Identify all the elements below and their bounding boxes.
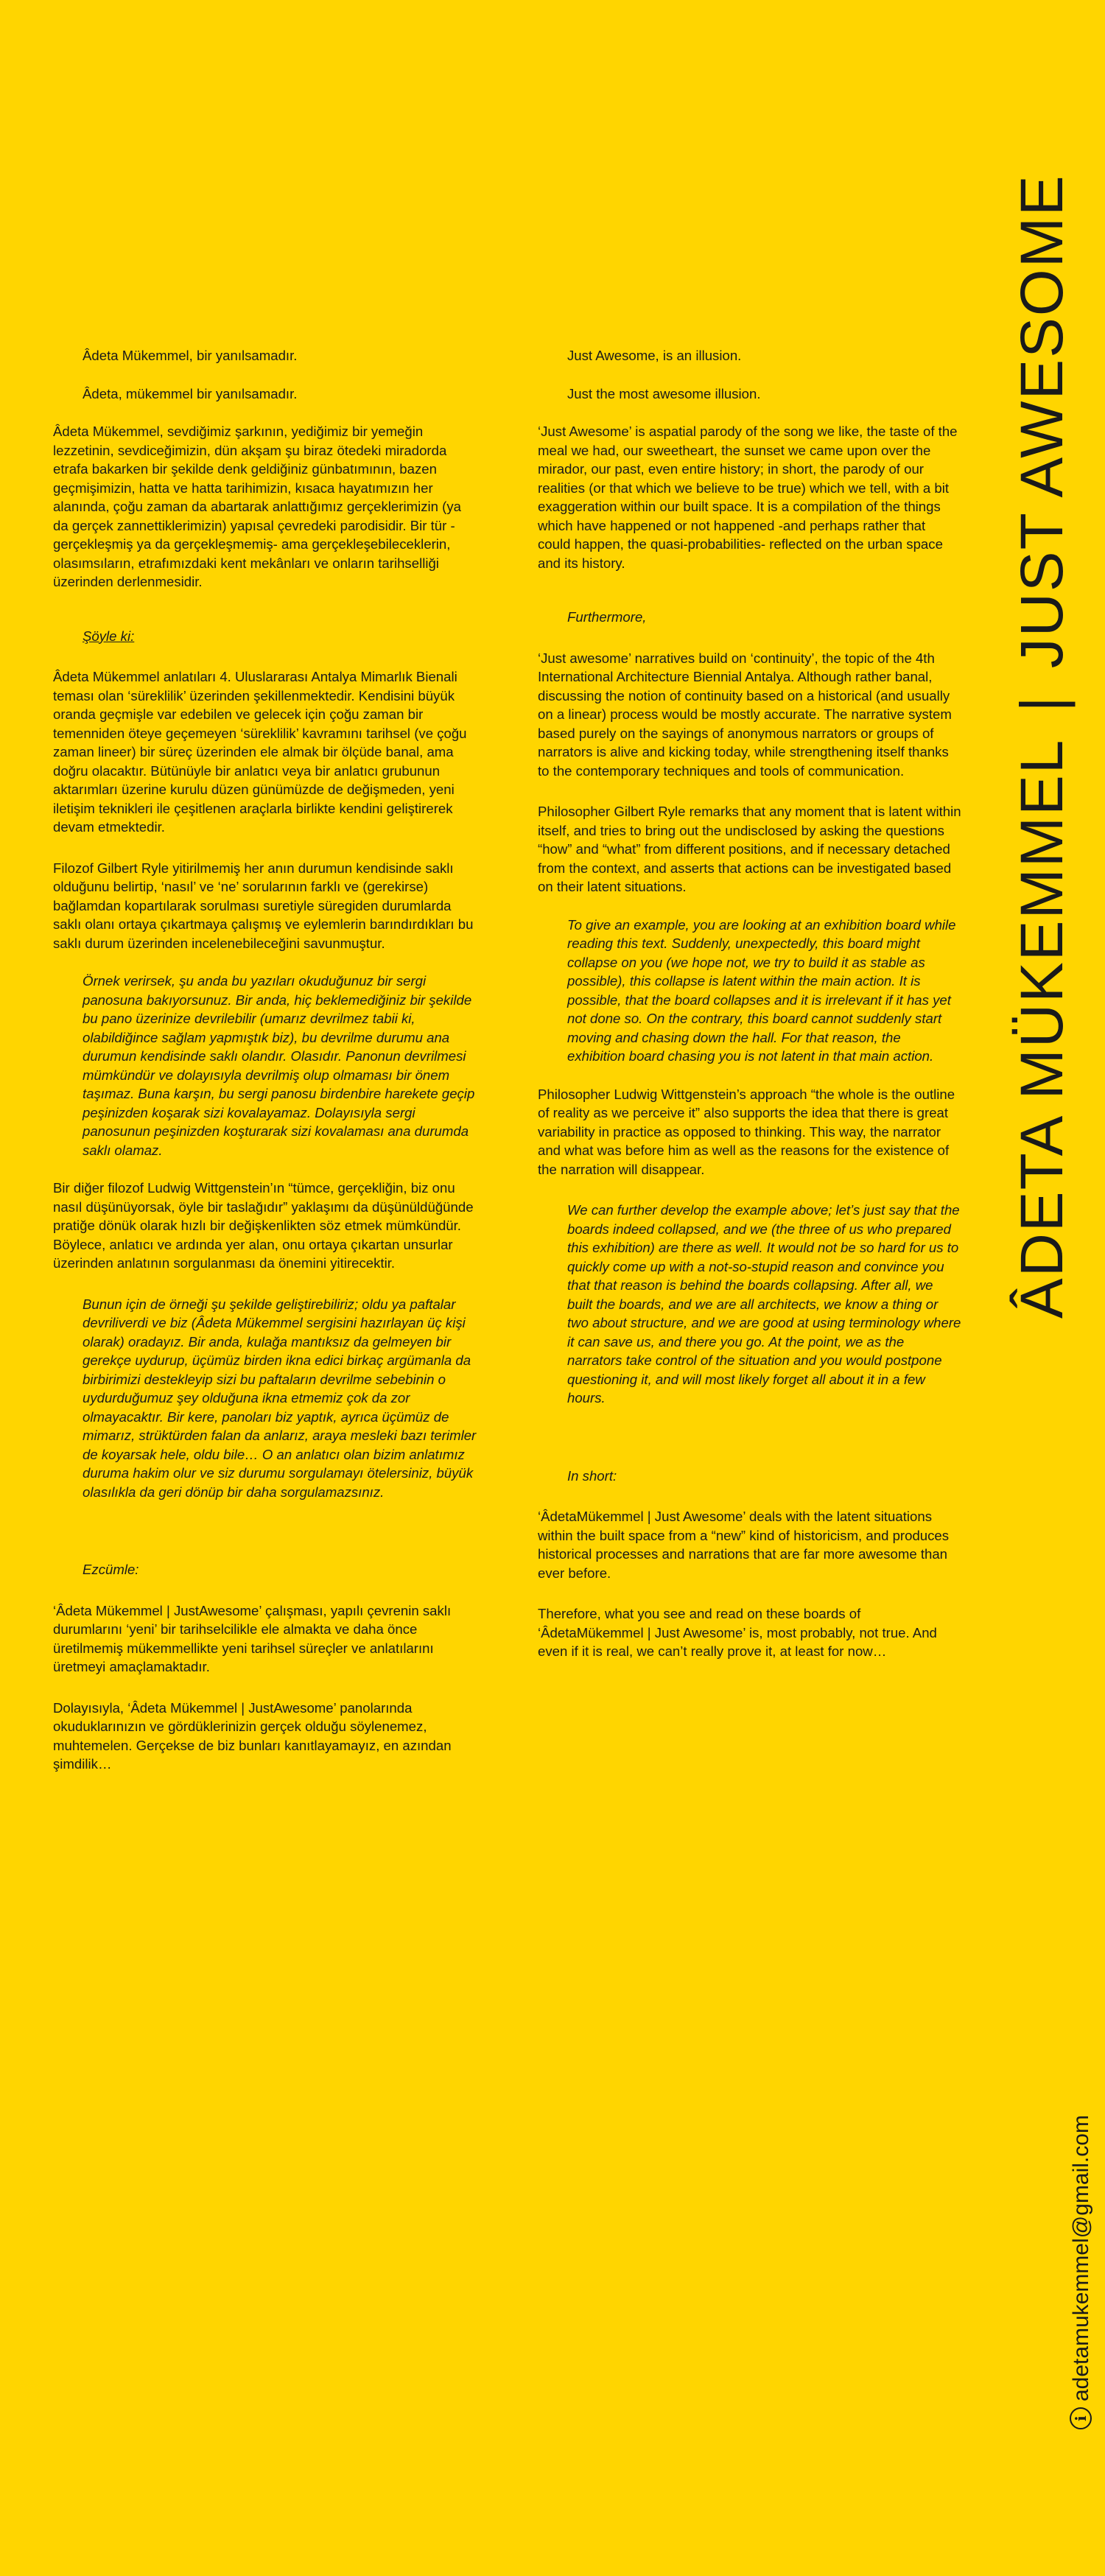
tr-heading-ezcumle: Ezcümle:	[83, 1562, 139, 1577]
title-adeta-mukemmel: ÂDETA MÜKEMMEL	[1008, 738, 1076, 1319]
tr-paragraph-3: Filozof Gilbert Ryle yitirilmemiş her anın durumun kendisinde saklı olduğunu belirtip, ‘nasıl’ ve ‘ne’ sorularının farklı ve (gerekirse) bağlamdan kopartılarak sorulması suretiyle süregiden durumlarda saklı olanı ortaya çıkartmaya çalışmış ve eylemlerin barındırdıkları bu saklı durum üzerinden incelenebileceğini savunmuştur.	[53, 860, 474, 951]
turkish-column	[53, 346, 477, 1774]
vertical-title	[1002, 66, 1083, 1319]
tr-paragraph-2: Âdeta Mükemmel anlatıları 4. Uluslararası Antalya Mimarlık Bienali teması olan ‘süreklilik’ üzerinden şekillenmektedir. Kendisini büyük oranda geçmişle var edebilen ve gelecek için çoğu zaman bir temenniden öteye geçemeyen ‘süreklilik’ kavramını tarihsel (ve çoğu zaman lineer) bir süreç üzerinden ele almak bir ölçüde banal, ama doğru olacaktır. Bütünüyle bir anlatıcı veya bir anlatıcı grubunun aktarımları üzerine kurulu düzen günümüzde de değişmeden, yeni iletişim teknikleri ile çeşitlenen araçlarla birlikte kendini geliştirerek devam etmektedir.	[53, 669, 467, 835]
tr-intro-line-2: Âdeta, mükemmel bir yanılsamadır.	[83, 385, 298, 401]
en-intro-line-1: Just Awesome, is an illusion.	[567, 348, 742, 363]
title-separator: |	[1008, 695, 1076, 712]
contact-email[interactable]: adetamukemmel@gmail.com	[1069, 2115, 1093, 2401]
tr-paragraph-4: Bir diğer filozof Ludwig Wittgenstein’ın “tümce, gerçekliğin, biz onu nasıl düşünüyorsak, öyle bir taslağıdır” yaklaşımı da düşünüldüğünde pratiğe dönük olarak hızlı bir değişkenlikten söz etmek mümkündür. Böylece, anlatıcı ve ardında yer alan, onu ortaya çıkartan unsurlar üzerinden anlatının sorgulanması da önemini yitirecektir.	[53, 1180, 474, 1271]
tr-paragraph-1: Âdeta Mükemmel, sevdiğimiz şarkının, yediğimiz bir yemeğin lezzetinin, sevdiceğimizin, dün akşam şu biraz ötedeki miradorda etrafa bakarken bir şekilde denk geldiğiniz günbatımının, bazen geçmişimizin, hatta ve hatta tarihimizin, kısaca hayatımızın her alanında, çoğu zaman da abartarak anlattığımız gerçeklerimizin (ya da gerçek zannettiklerimizin) yapısal çevredeki parodisidir. Bir tür -gerçekleşmiş ya da gerçekleşmemiş- ama gerçekleşebileceklerin, olasımsıların, etrafımızdaki kent mekânları ve onların tarihselliği üzerinden derlenmesidir.	[53, 424, 461, 589]
tr-intro-line-1: Âdeta Mükemmel, bir yanılsamadır.	[83, 348, 298, 363]
info-icon: i	[1070, 2407, 1092, 2429]
en-heading-furthermore: Furthermore,	[567, 609, 647, 625]
en-heading-in-short: In short:	[567, 1467, 617, 1484]
tr-quote-2: Bunun için de örneği şu şekilde geliştirebiliriz; oldu ya paftalar devriliverdi ve biz (Âdeta Mükemmel sergisini hazırlayan üç kişi olarak) oradayız. Bir anda, kulağa mantıksız da gelmeyen bir gerekçe uydurup, üçümüz birden ikna edici birkaç argümanla da birbirimizi destekleyip sizi bu paftaların devrilme sebebinin o uydurduğumuz şey olduğuna ikna etmemiz çok da zor olmayacaktır. Bir kere, panoları biz yaptık, ayrıca üçümüz de mimarız, strüktürden falan da anlarız, araya mesleki bazı terimler de koyarsak hele, oldu bile… O an anlatıcı olan bizim anlatımız duruma hakim olur ve siz durumu sorgulamayı ötelersiniz, büyük olasılıkla da geri dönüp bir daha sorgulamazsınız.	[83, 1296, 477, 1500]
tr-heading-soyle-ki: Şöyle ki:	[83, 628, 135, 644]
en-paragraph-4: Philosopher Ludwig Wittgenstein’s approach “the whole is the outline of reality as we perceive it” also supports the idea that there is great variability in practice as opposed to thinking. This way, the narrator and what was before him as well as the reasons for the existence of the narration will disappear.	[538, 1086, 955, 1177]
en-paragraph-6: Therefore, what you see and read on these boards of ‘ÂdetaMükemmel | Just Awesome’ is, most probably, not true. And even if it is real, we can’t really prove it, at least for now…	[538, 1606, 937, 1659]
english-column	[538, 346, 961, 1661]
title-just-awesome: JUST AWESOME	[1008, 174, 1076, 669]
en-paragraph-2: ‘Just awesome’ narratives build on ‘continuity’, the topic of the 4th International Architecture Biennial Antalya. Although rather banal, discussing the notion of continuity based on a historical (and usually on a linear) process would be mostly accurate. The narrative system based purely on the sayings of anonymous narrators or groups of narrators is alive and kicking today, while strengthening itself thanks to the contemporary techniques and tools of communication.	[538, 650, 952, 779]
tr-quote-1: Örnek verirsek, şu anda bu yazıları okuduğunuz bir sergi panosuna bakıyorsunuz. Bir anda, hiç beklemediğiniz bir şekilde bu pano üzerinize devrilebilir (umarız devrilmez tabii ki, olabildiğince sağlam yapmıştık biz), bu devrilme durumu ana durumun kendisinde saklı olandır. Olasıdır. Panonun devrilmesi mümkündür ve dolayısıyla devrilmiş olup olmaması bir önem taşımaz. Buna karşın, bu sergi panosu birdenbire harekete geçip peşinizden koşarak sizi kovalayamaz. Dolayısıyla sergi panosunun peşinizden koşturarak sizi kovalaması ana durumda saklı olamaz.	[83, 973, 475, 1158]
contact-email-line[interactable]	[1067, 2061, 1096, 2429]
en-paragraph-3: Philosopher Gilbert Ryle remarks that any moment that is latent within itself, and tries to bring out the undisclosed by asking the questions “how” and “what” from different positions, and if necessary detached from the context, and asserts that actions can be investigated based on their latent situations.	[538, 804, 961, 894]
en-quote-1: To give an example, you are looking at an exhibition board while reading this text. Suddenly, unexpectedly, this board might collapse on you (we hope not, we try to build it as stable as possible), this collapse is latent within the main action. It is possible, that the board collapses and it is irrelevant if it has yet not done so. On the contrary, this board cannot suddenly start moving and chasing down the hall. For that reason, the exhibition board chasing you is not latent in that main action.	[567, 916, 956, 1064]
tr-paragraph-5: ‘Âdeta Mükemmel | JustAwesome’ çalışması, yapılı çevrenin saklı durumlarını ‘yeni’ bir tarihselcilikle ele almakta ve daha önce üretilmemiş mükemmellikte yeni tarihsel süreçler ve anlatılarını üretmeyi amaçlamaktadır.	[53, 1602, 452, 1674]
en-paragraph-5: ‘ÂdetaMükemmel | Just Awesome’ deals with the latent situations within the built space from a “new” kind of historicism, and produces historical processes and narrations that are far more awesome than ever before.	[538, 1509, 950, 1581]
en-intro-line-2: Just the most awesome illusion.	[567, 385, 761, 401]
en-quote-2: We can further develop the example above; let’s just say that the boards indeed collapsed, and we (the three of us who prepared this exhibition) are there as well. It would not be so hard for us to quickly come up with a not-so-stupid reason and convince you that that reason is behind the boards collapsing. After all, we built the boards, and we are all architects, we know a thing or two about structure, and we are good at using terminology where it can save us, and there you go. At the point, we as the narrators take control of the situation and you would postpone questioning it, and will most likely forget all about it in a few hours.	[567, 1202, 961, 1405]
tr-paragraph-6: Dolayısıyla, ‘Âdeta Mükemmel | JustAwesome’ panolarında okuduklarınızın ve gördüklerinizin gerçek olduğu söylenemez, muhtemelen. Gerçekse de biz bunları kanıtlayamayız, en azından şimdilik…	[53, 1699, 452, 1772]
en-paragraph-1: ‘Just Awesome’ is aspatial parody of the song we like, the taste of the meal we had, our sweetheart, the sunset we came upon over the mirador, our past, even entire history; in short, the parody of our realities (or that which we believe to be true) which we tell, with a bit exaggeration within our built space. It is a compilation of the things which have happened or not happened -and perhaps rather that could happen, the quasi-probabilities- reflected on the urban space and its history.	[538, 424, 958, 571]
